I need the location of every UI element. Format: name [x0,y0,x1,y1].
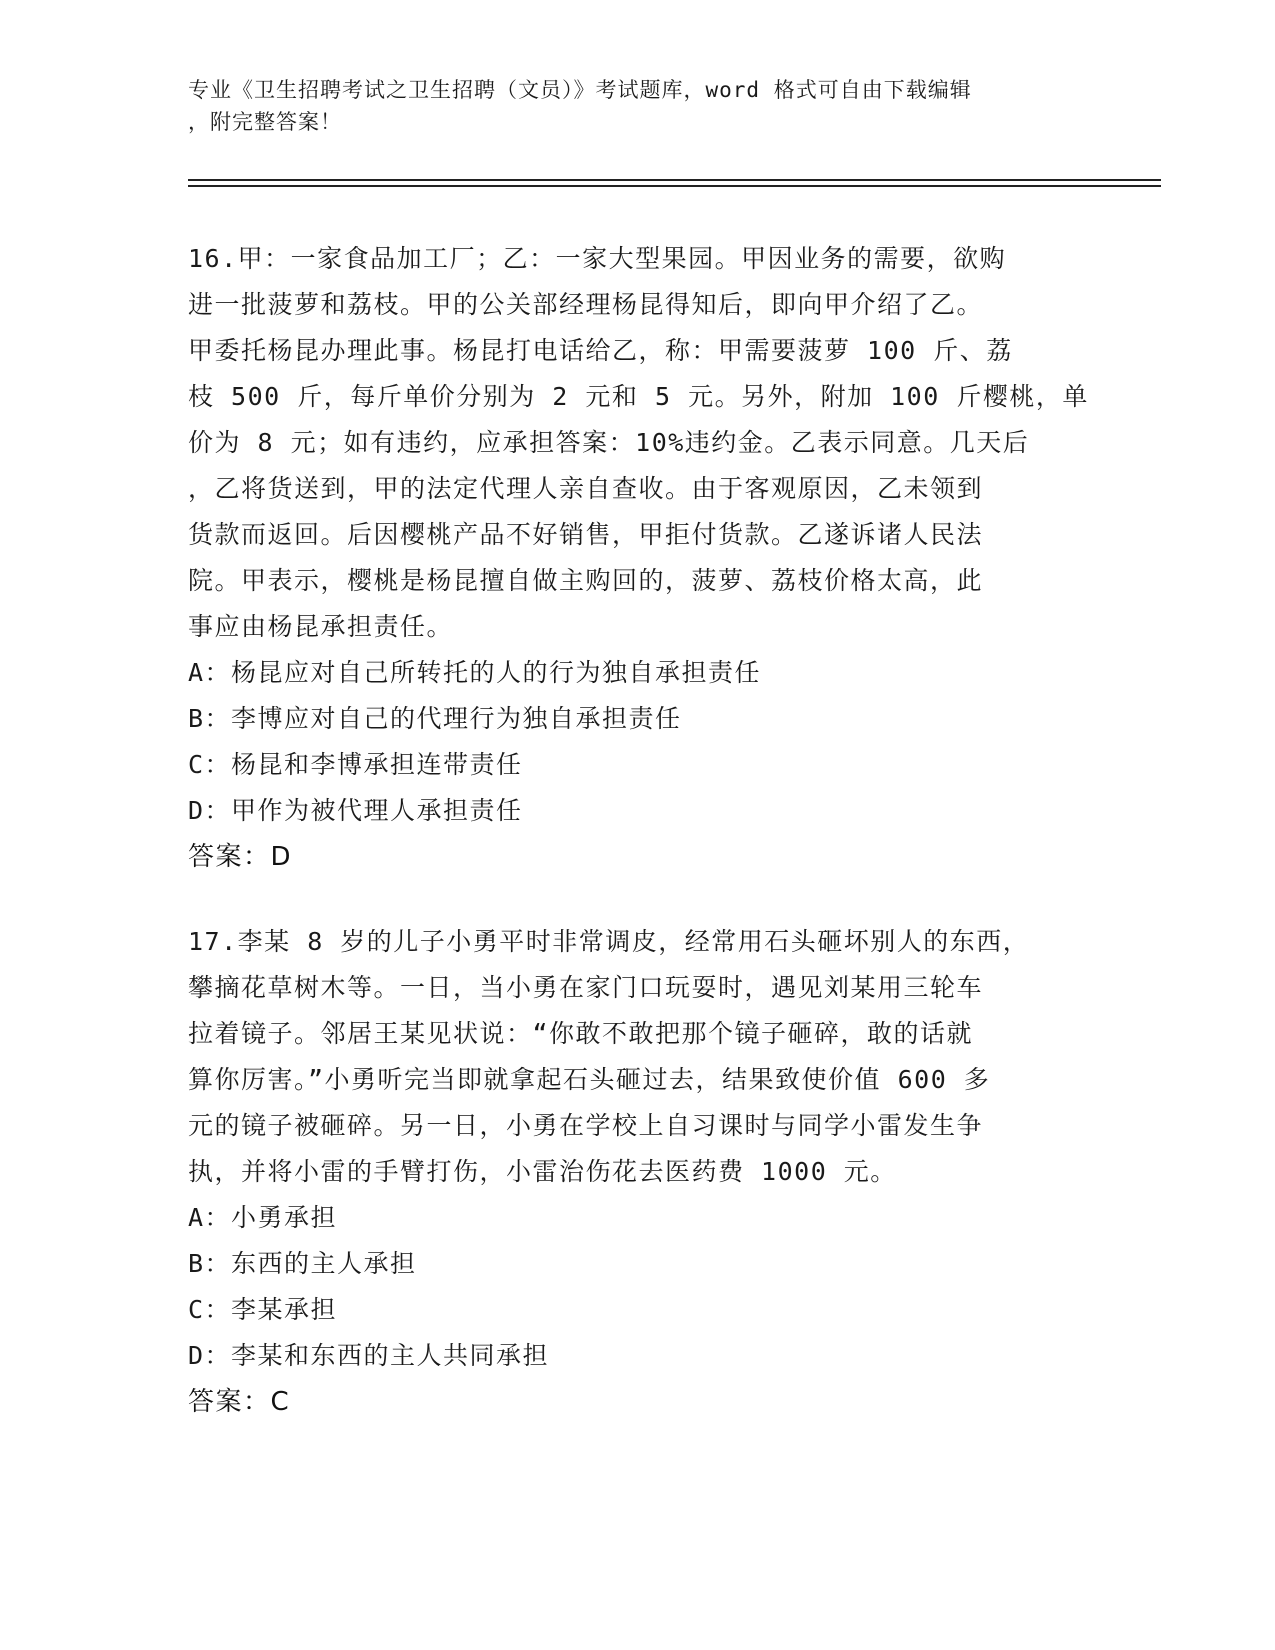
question-stem-line: 拉着镜子。邻居王某见状说：“你敢不敢把那个镜子砸碎，敢的话就 [188,1019,974,1048]
option-b: B：李博应对自己的代理行为独自承担责任 [188,704,682,733]
page-header [188,74,1088,138]
option-a: A：杨昆应对自己所转托的人的行为独自承担责任 [188,658,762,687]
question-stem-line: ，乙将货送到，甲的法定代理人亲自查收。由于客观原因，乙未领到 [188,474,984,503]
question-stem-line: 执，并将小雷的手臂打伤，小雷治伤花去医药费 1000 元。 [188,1157,897,1186]
answer-label: 答案：D [188,842,293,872]
question-stem-line: 枝 500 斤，每斤单价分别为 2 元和 5 元。另外，附加 100 斤樱桃，单 [188,382,1089,411]
question-stem-line: 事应由杨昆承担责任。 [188,612,454,641]
option-d: D：李某和东西的主人共同承担 [188,1341,550,1370]
question-stem-line: 算你厉害。”小勇听完当即就拿起石头砸过去，结果致使价值 600 多 [188,1065,991,1094]
question-16 [188,236,1088,880]
question-stem-line: 价为 8 元；如有违约，应承担答案：10%违约金。乙表示同意。几天后 [188,428,1030,457]
question-stem-line: 元的镜子被砸碎。另一日，小勇在学校上自习课时与同学小雷发生争 [188,1111,984,1140]
option-a: A：小勇承担 [188,1203,338,1232]
header-line: ，附完整答案！ [188,110,342,134]
question-stem-line: 甲委托杨昆办理此事。杨昆打电话给乙，称：甲需要菠萝 100 斤、荔 [188,336,1013,365]
option-d: D：甲作为被代理人承担责任 [188,796,523,825]
question-stem-line: 17.李某 8 岁的儿子小勇平时非常调皮，经常用石头砸坏别人的东西， [188,927,1030,956]
question-stem-line: 院。甲表示，樱桃是杨昆擅自做主购回的，菠萝、荔枝价格太高，此 [188,566,984,595]
answer-label: 答案：C [188,1387,291,1417]
option-c: C：李某承担 [188,1295,338,1324]
question-17 [188,919,1088,1425]
question-stem-line: 16.甲：一家食品加工厂；乙：一家大型果园。甲因业务的需要，欲购 [188,244,1007,273]
question-stem-line: 货款而返回。后因樱桃产品不好销售，甲拒付货款。乙遂诉诸人民法 [188,520,984,549]
option-b: B：东西的主人承担 [188,1249,417,1278]
option-c: C：杨昆和李博承担连带责任 [188,750,523,779]
question-stem-line: 攀摘花草树木等。一日，当小勇在家门口玩耍时，遇见刘某用三轮车 [188,973,984,1002]
header-divider-bottom [188,185,1161,187]
header-line: 专业《卫生招聘考试之卫生招聘（文员）》考试题库，word 格式可自由下载编辑 [188,78,972,102]
question-stem-line: 进一批菠萝和荔枝。甲的公关部经理杨昆得知后，即向甲介绍了乙。 [188,290,984,319]
header-divider-top [188,179,1161,181]
